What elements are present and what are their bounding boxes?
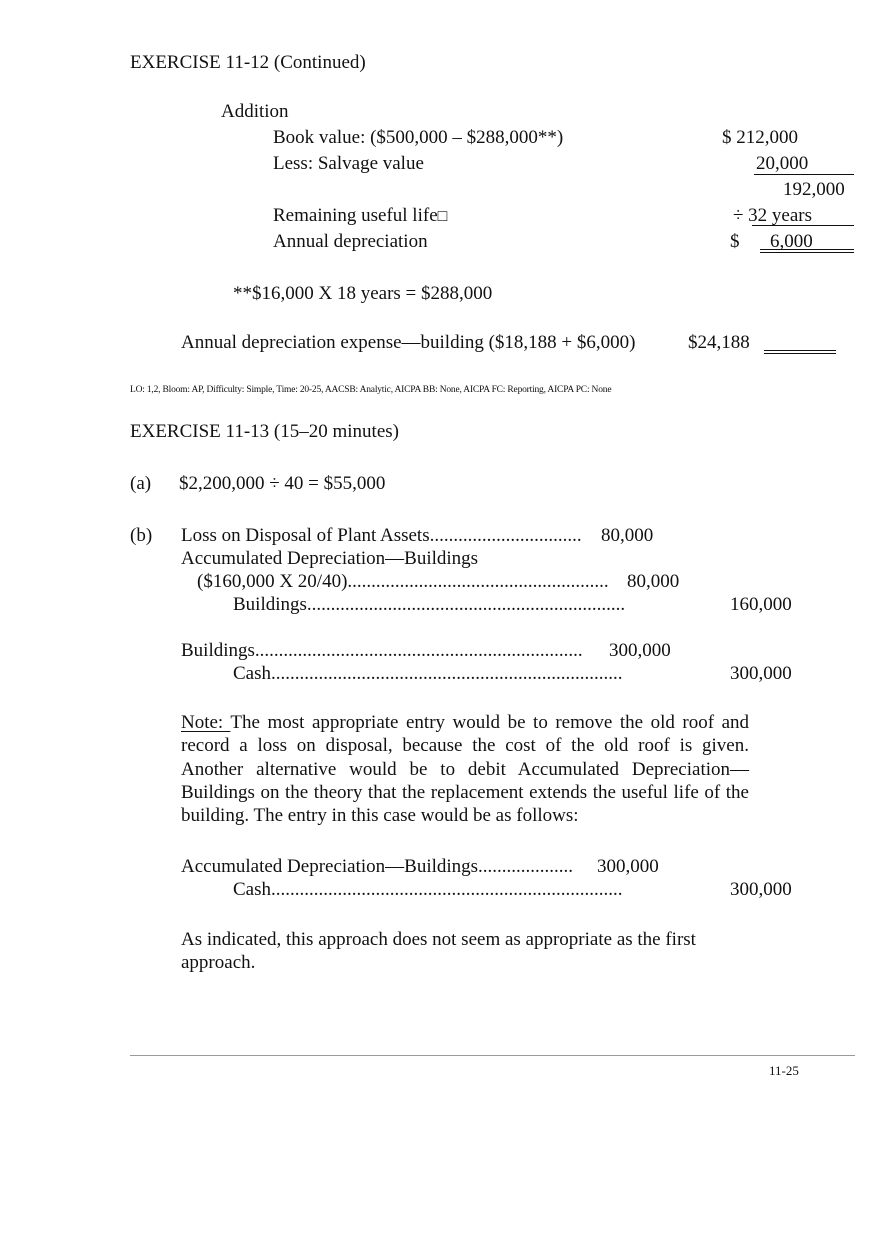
missing-glyph-box: □ [437,208,448,225]
note-paragraph [181,711,749,827]
entry1-accum-dep-calc: ($160,000 X 20/40)....................................................... [197,571,609,592]
entry1-credit-buildings-amount: 160,000 [730,594,792,615]
entry1-credit-buildings: Buildings................................................................... [233,594,626,615]
subtotal-amount: 192,000 [783,179,845,200]
entry3-debit-accum-dep-amount: 300,000 [597,856,659,877]
entry1-accum-dep-amount: 80,000 [627,571,680,592]
remaining-life-amount: ÷ 32 years [733,205,813,226]
remaining-life-text: Remaining useful life [273,205,438,226]
exercise-11-13-heading: EXERCISE 11-13 (15–20 minutes) [130,421,399,442]
footnote: **$16,000 X 18 years = $288,000 [233,283,493,304]
salvage-value-amount: 20,000 [756,153,809,174]
entry2-debit-buildings: Buildings..................................................................... [181,640,583,661]
entry1-debit-loss: Loss on Disposal of Plant Assets................................ [181,525,582,546]
annual-dep-underline-2 [760,252,854,253]
entry1-debit-accum-dep: Accumulated Depreciation—Buildings [181,548,479,569]
entry1-debit-loss-amount: 80,000 [601,525,654,546]
addition-label: Addition [221,101,289,122]
entry2-debit-buildings-amount: 300,000 [609,640,671,661]
note-text: The most appropriate entry would be to remove the old roof and record a loss on disposal, because the cost of the old roof is given. Another alternative would be to debit Accumulated Depreciation—Buildings on the theory that the replacement extends the useful life of the building. The entry in this case would be as follows: [181,712,749,827]
entry3-debit-accum-dep: Accumulated Depreciation—Buildings.................... [181,856,574,877]
annual-dep-underline-1 [760,249,854,250]
annual-depreciation-dollar: $ [730,231,740,252]
learning-objective-line: LO: 1,2, Bloom: AP, Difficulty: Simple, Time: 20-25, AACSB: Analytic, AICPA BB: None, AICPA FC: Reporting, AICPA PC: None [130,385,612,395]
closing-paragraph: As indicated, this approach does not seem as appropriate as the first approach. [181,929,696,974]
salvage-underline [754,174,854,175]
annual-depreciation-amount: 6,000 [770,231,813,252]
exercise-11-12-heading: EXERCISE 11-12 (Continued) [130,52,366,73]
total-underline-1 [764,350,836,351]
note-label: Note: [181,712,231,733]
part-a-label: (a) [130,473,152,494]
entry2-credit-cash: Cash.......................................................................... [233,663,623,684]
book-value-label: Book value: ($500,000 – $288,000**) [273,127,564,148]
annual-depreciation-label: Annual depreciation [273,231,428,252]
page-number: 11-25 [769,1063,799,1078]
remaining-life-label [273,205,447,228]
total-depreciation-amount: $24,188 [688,332,750,353]
remaining-life-underline [752,225,854,226]
total-depreciation-label: Annual depreciation expense—building ($18,188 + $6,000) [181,332,636,353]
salvage-value-label: Less: Salvage value [273,153,424,174]
entry3-credit-cash: Cash.......................................................................... [233,879,623,900]
total-underline-2 [764,353,836,354]
footer-divider [130,1055,855,1056]
book-value-amount: $ 212,000 [722,127,798,148]
part-a-text: $2,200,000 ÷ 40 = $55,000 [179,473,386,494]
part-b-label: (b) [130,525,153,546]
entry3-credit-cash-amount: 300,000 [730,879,792,900]
entry2-credit-cash-amount: 300,000 [730,663,792,684]
